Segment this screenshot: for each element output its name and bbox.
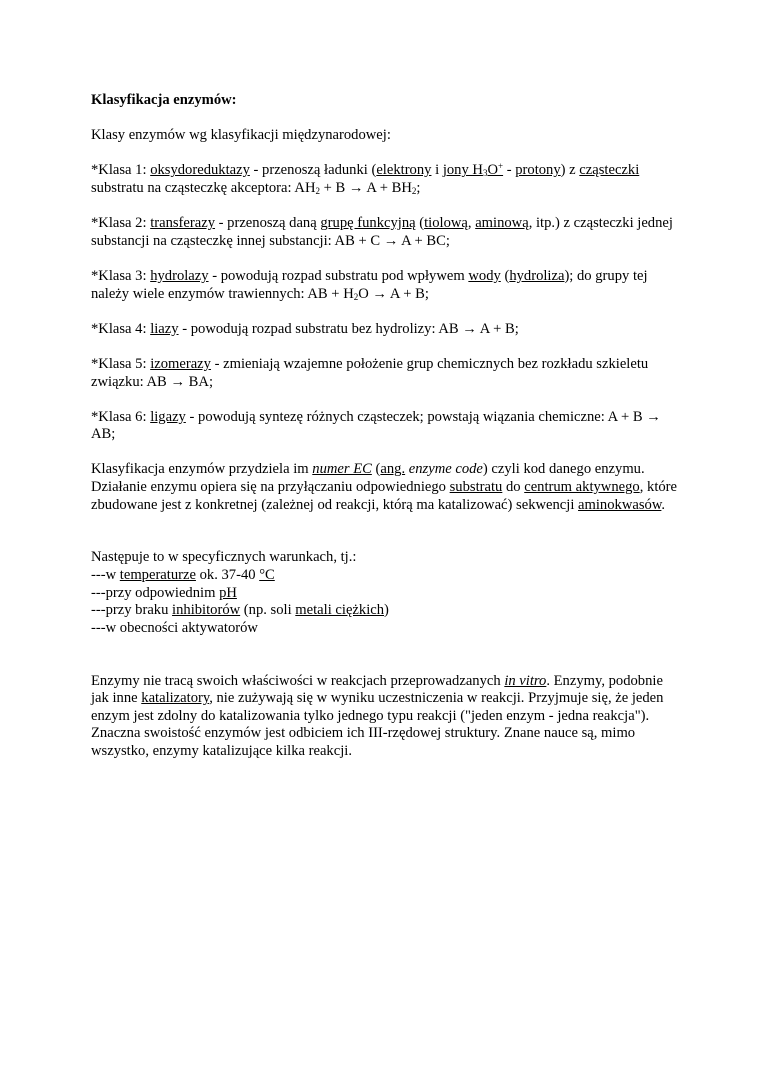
condition-item: ---przy braku inhibitorów (np. soli metali ciężkich) — [91, 602, 389, 619]
condition-item: ---w obecności aktywatorów — [91, 619, 258, 636]
link-tiolowa[interactable]: tiolową — [424, 215, 468, 232]
link-wody[interactable]: wody — [468, 267, 501, 284]
link-czasteczki[interactable]: cząsteczki — [579, 162, 640, 179]
link-oksydoreduktazy[interactable]: oksydoreduktazy — [150, 162, 250, 179]
link-protony[interactable]: protony — [515, 162, 561, 179]
link-elektrony[interactable]: elektrony — [376, 162, 432, 179]
link-grupe-funkcyjna[interactable]: grupę funkcyjną — [320, 215, 416, 232]
link-inhibitorow[interactable]: inhibitorów — [172, 602, 241, 619]
link-in-vitro[interactable]: in vitro — [504, 672, 547, 689]
link-jony-h3o[interactable]: jony $H_3O^+$ — [442, 161, 504, 179]
condition-item: ---w temperaturze ok. 37-40 °C — [91, 567, 275, 584]
class-3-paragraph: *Klasa 3: hydrolazy - powodują rozpad substratu pod wpływem wody (hydroliza); do grupy tej należy wiele enzymów trawiennych: AB + $H_2O \to A + B$; — [91, 267, 648, 302]
class-5-paragraph: *Klasa 5: izomerazy - zmieniają wzajemne położenie grup chemicznych bez rozkładu szkieletu związku: AB → BA; — [91, 355, 649, 390]
link-temperaturze[interactable]: temperaturze — [119, 567, 196, 584]
link-ang[interactable]: ang. — [380, 461, 406, 478]
link-liazy[interactable]: liazy — [150, 320, 179, 337]
link-aminowa[interactable]: aminową — [475, 215, 529, 232]
link-numer-ec[interactable]: numer EC — [312, 461, 372, 478]
link-celsius[interactable]: °C — [259, 567, 275, 584]
link-katalizatory[interactable]: katalizatory — [141, 690, 210, 707]
link-aminokwasow[interactable]: aminokwasów — [578, 496, 662, 513]
link-izomerazy[interactable]: izomerazy — [150, 355, 211, 372]
conditions-intro: Następuje to w specyficznych warunkach, tj.: — [91, 549, 357, 566]
condition-item: ---przy odpowiednim pH — [91, 584, 237, 601]
class-4-paragraph: *Klasa 4: liazy - powodują rozpad substratu bez hydrolizy: AB → A + B; — [91, 320, 519, 337]
link-transferazy[interactable]: transferazy — [150, 215, 216, 232]
class-2-paragraph: *Klasa 2: transferazy - przenoszą daną grupę funkcyjną (tiolową, aminową, itp.) z cząsteczki jednej substancji na cząsteczkę innej substancji: AB + C → A + BC; — [91, 215, 673, 249]
link-ph[interactable]: pH — [219, 584, 237, 601]
link-substratu[interactable]: substratu — [449, 479, 503, 496]
link-hydrolazy[interactable]: hydrolazy — [150, 267, 209, 284]
final-paragraph: Enzymy nie tracą swoich właściwości w reakcjach przeprowadzanych in vitro. Enzymy, podobnie jak inne katalizatory, nie zużywają się w wyniku uczestniczenia w reakcji. Przyjmuje się, że jeden enzym jest zdolny do katalizowania tylko jednego typu reakcji ("jeden enzym - jedna reakcja"). Znaczna swoistość enzymów jest odbiciem ich III-rzędowej struktury. Znane nauce są, mimo wszystko, enzymy katalizujące kilka reakcji. — [91, 672, 664, 759]
class-6-paragraph: *Klasa 6: ligazy - powodują syntezę różnych cząsteczek; powstają wiązania chemiczne: A + B → AB; — [91, 408, 661, 443]
link-hydroliza[interactable]: hydroliza — [509, 267, 565, 284]
ec-paragraph: Klasyfikacja enzymów przydziela im numer EC (ang. enzyme code) czyli kod danego enzymu. Działanie enzymu opiera się na przyłączaniu odpowiedniego substratu do centrum aktywnego, które zbudowane jest z konkretnej (zależnej od reakcji, którą ma katalizować) sekwencji aminokwasów. — [91, 461, 678, 513]
link-metali-ciezkich[interactable]: metali ciężkich — [295, 602, 385, 619]
document-title: Klasyfikacja enzymów: — [91, 92, 237, 108]
document-body — [91, 92, 681, 761]
class-1-paragraph: *Klasa 1: oksydoreduktazy - przenoszą ładunki (elektrony i jony $H_3O^+$ - protony) z cząsteczki substratu na cząsteczkę akceptora: $AH_2 + B \to A + BH_2$; — [91, 161, 640, 196]
conditions-block — [91, 549, 681, 637]
link-ligazy[interactable]: ligazy — [150, 408, 186, 425]
link-centrum-aktywnego[interactable]: centrum aktywnego — [524, 479, 640, 496]
intro-paragraph: Klasy enzymów wg klasyfikacji międzynarodowej: — [91, 127, 391, 144]
